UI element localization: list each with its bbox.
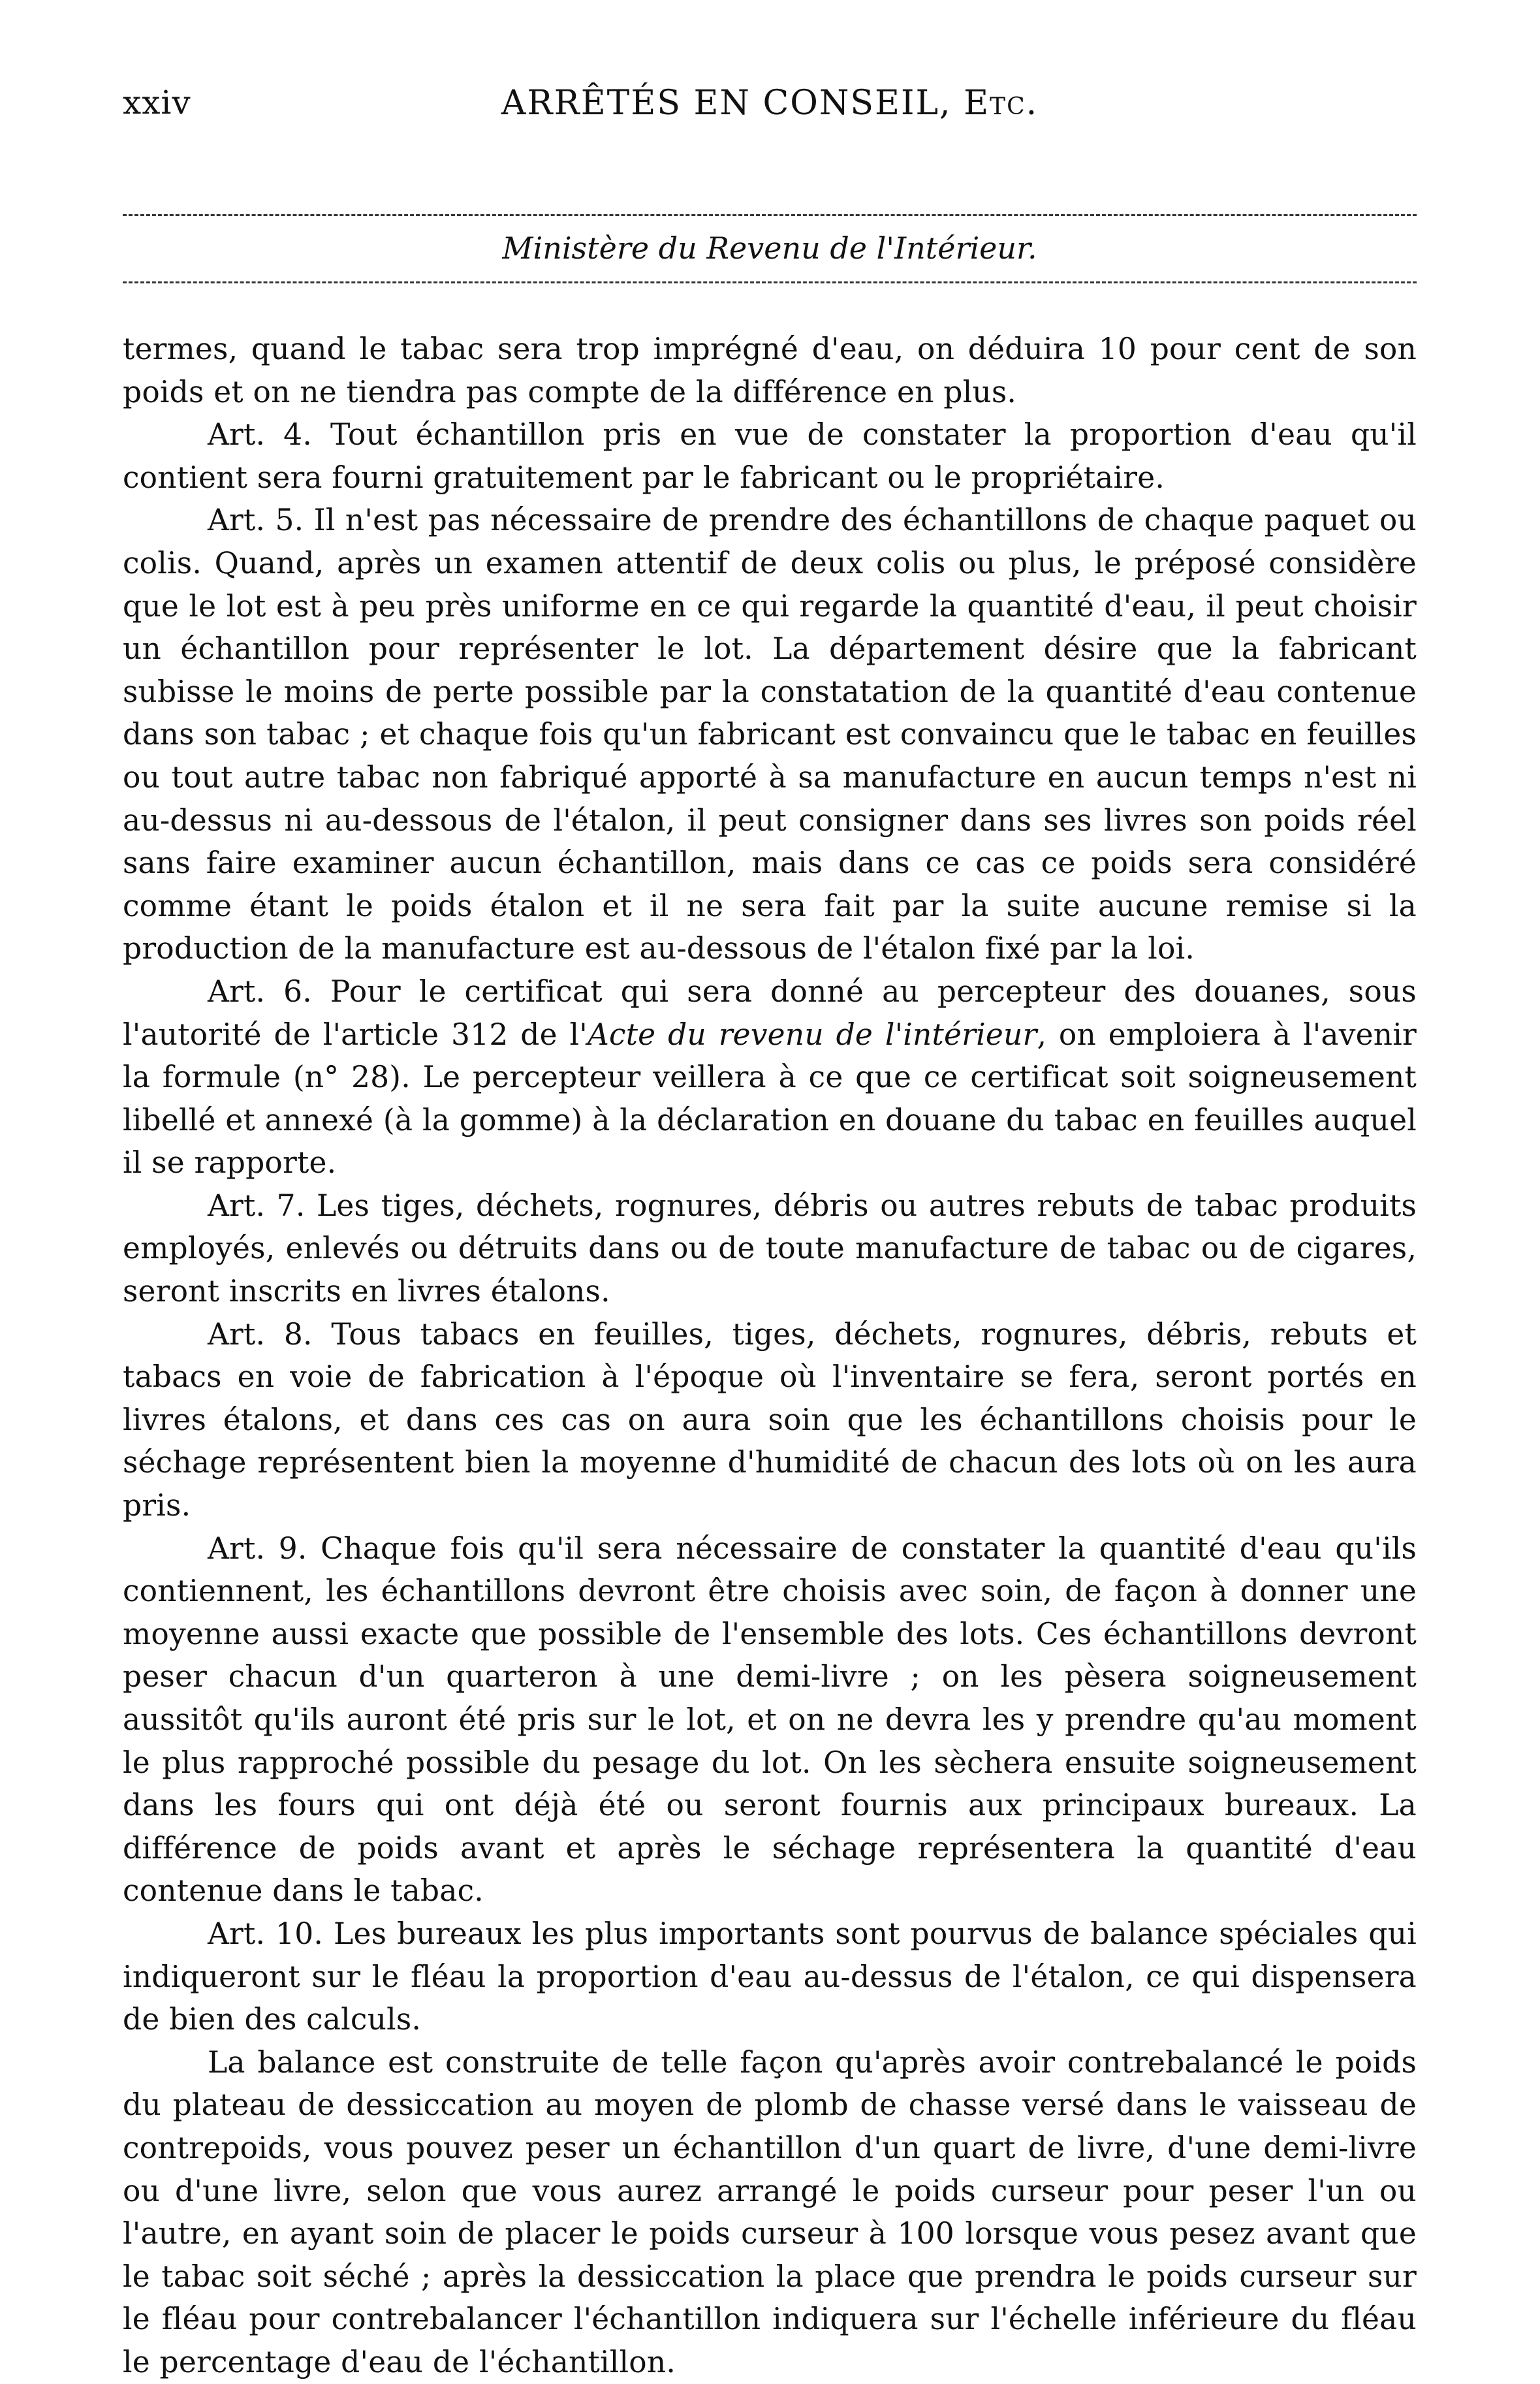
header-rule-top: [123, 214, 1417, 216]
art-6-text-start: Art. 6. Pour le certificat qui sera donné au percepteur des douanes, sous l'autorité de l'article 312 de l': [123, 974, 1417, 1052]
header-rule-bottom: [123, 281, 1417, 283]
paragraph-art-5: Art. 5. Il n'est pas nécessaire de prendre des échantillons de chaque paquet ou colis. Quand, après un examen attentif de deux colis ou plus, le préposé considère que le lot est à peu près uniforme en ce qui regarde la quantité d'eau, il peut choisir un échantillon pour représenter le lot. La département désire que la fabricant subisse le moins de perte possible par la constatation de la quantité d'eau contenue dans son tabac ; et chaque fois qu'un fabricant est convaincu que le tabac en feuilles ou tout autre tabac non fabriqué apporté à sa manufacture en aucun temps n'est ni au-dessus ni au-dessous de l'étalon, il peut consigner dans ses livres son poids réel sans faire examiner aucun échantillon, mais dans ce cas ce poids sera considéré comme étant le poids étalon et il ne sera fait par la suite aucune remise si la production de la manufacture est au-dessous de l'étalon fixé par la loi.: [123, 503, 1417, 966]
art-6-text-end: , on emploiera à l'avenir la formule (n° 28). Le percepteur veillera à ce que ce certificat soit soigneusement libellé et annexé (à la gomme) à la déclaration en douane du tabac en feuilles auquel il se rapporte.: [123, 1017, 1417, 1181]
running-title-main: ARRÊTÉS EN CONSEIL,: [501, 84, 964, 123]
paragraph-art-10: Art. 10. Les bureaux les plus importants sont pourvus de balance spéciales qui indiqueront sur le fléau la proportion d'eau au-dessus de l'étalon, ce qui dispensera de bien des calculs.: [123, 1916, 1417, 2037]
paragraph-art-6: [123, 970, 1417, 1184]
running-title-tail: Etc.: [964, 84, 1039, 123]
document-page: [123, 72, 1417, 2384]
paragraph-art-8: Art. 8. Tous tabacs en feuilles, tiges, déchets, rognures, débris, rebuts et tabacs en voie de fabrication à l'époque où l'inventaire se fera, seront portés en livres étalons, et dans ces cas on aura soin que les échantillons choisis pour le séchage représentent bien la moyenne d'humidité de chacun des lots où on les aura pris.: [123, 1316, 1417, 1523]
section-subtitle: Ministère du Revenu de l'Intérieur.: [502, 230, 1037, 266]
paragraph-balance: La balance est construite de telle façon qu'après avoir contrebalancé le poids du plateau de dessiccation au moyen de plomb de chasse versé dans le vaisseau de contrepoids, vous pouvez peser un échantillon d'un quart de livre, d'une demi-livre ou d'une livre, selon que vous aurez arrangé le poids curseur pour peser l'un ou l'autre, en ayant soin de placer le poids curseur à 100 lorsque vous pesez avant que le tabac soit séché ; après la dessiccation la place que prendra le poids curseur sur le fléau pour contrebalancer l'échantillon indiquera sur l'échelle inférieure du fléau le percentage d'eau de l'échantillon.: [123, 2044, 1417, 2379]
paragraph-continuation: termes, quand le tabac sera trop imprégné d'eau, on déduira 10 pour cent de son poids et on ne tiendra pas compte de la différence en plus.: [123, 332, 1417, 409]
page-number: xxiv: [123, 84, 191, 121]
body-text: [123, 328, 1417, 2384]
running-title: [123, 84, 1417, 123]
paragraph-art-9: Art. 9. Chaque fois qu'il sera nécessaire de constater la quantité d'eau qu'ils contiennent, les échantillons devront être choisis avec soin, de façon à donner une moyenne aussi exacte que possible de l'ensemble des lots. Ces échantillons devront peser chacun d'un quarteron à une demi-livre ; on les pèsera soigneusement aussitôt qu'ils auront été pris sur le lot, et on ne devra les y prendre qu'au moment le plus rapproché possible du pesage du lot. On les sèchera ensuite soigneusement dans les fours qui ont déjà été ou seront fournis aux principaux bureaux. La différence de poids avant et après le séchage représentera la quantité d'eau contenue dans le tabac.: [123, 1531, 1417, 1909]
paragraph-art-7: Art. 7. Les tiges, déchets, rognures, débris ou autres rebuts de tabac produits employés, enlevés ou détruits dans ou de toute manufacture de tabac ou de cigares, seront inscrits en livres étalons.: [123, 1188, 1417, 1309]
act-title-italic: Acte du revenu de l'intérieur: [587, 1017, 1037, 1052]
page-header: [123, 72, 1417, 135]
paragraph-art-4: Art. 4. Tout échantillon pris en vue de constater la proportion d'eau qu'il contient sera fourni gratuitement par le fabricant ou le propriétaire.: [123, 417, 1417, 495]
